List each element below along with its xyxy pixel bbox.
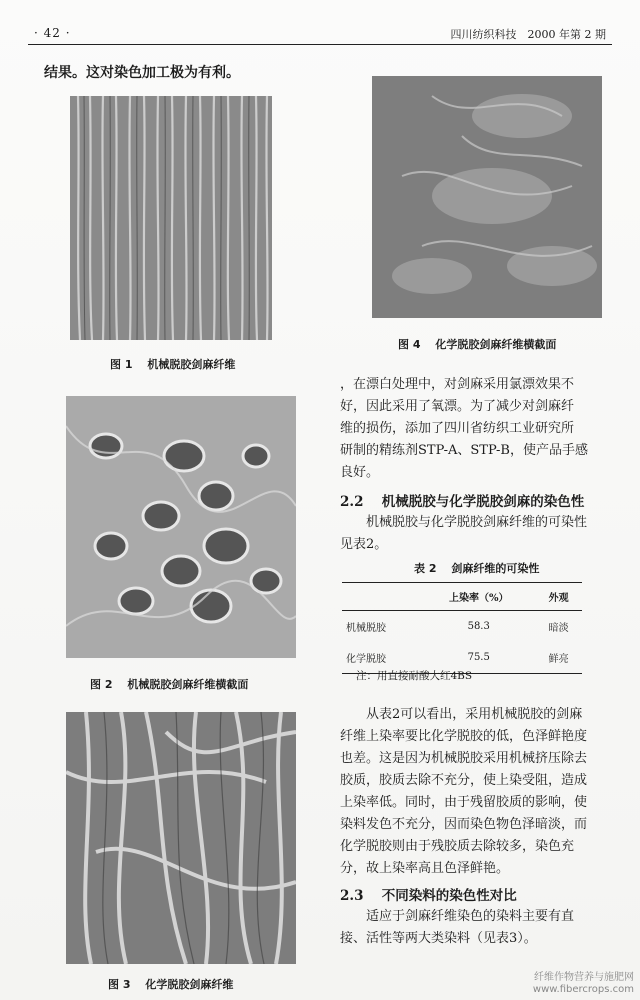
watermark — [533, 972, 634, 996]
figure-3-image — [66, 712, 296, 964]
text-line: 适应于剑麻纤维染色的染料主要有直 — [340, 909, 575, 924]
running-header — [28, 22, 612, 45]
figure-3-label: 图 3 — [108, 978, 131, 991]
text-line: 纤维上染率要比化学脱胶的低，色泽鲜艳度 — [340, 729, 588, 744]
figure-2-image — [66, 396, 296, 658]
text-line: 也差。这是因为机械脱胶采用机械挤压除去 — [340, 751, 588, 766]
text-line: 接、活性等两大类染料（见表3）。 — [340, 931, 537, 946]
figure-2-label: 图 2 — [90, 678, 113, 691]
figure-1-label: 图 1 — [110, 358, 133, 371]
fiber-micrograph-3 — [66, 712, 296, 964]
watermark-line: www.fibercrops.com — [532, 984, 634, 995]
figure-4-caption-text: 化学脱胶剑麻纤维横截面 — [435, 338, 557, 351]
section-title: 不同染料的染色性对比 — [381, 888, 517, 904]
table-2-caption-text: 剑麻纤维的可染性 — [451, 562, 540, 575]
watermark-line: 纤维作物营养与施肥网 — [534, 972, 634, 983]
text-line: 上染率低。同时，由于残留胶质的影响，使 — [340, 795, 588, 810]
paragraph-dye-uptake-analysis — [340, 704, 612, 880]
table-cell: 化学脱胶 — [342, 642, 422, 674]
text-line: 见表2。 — [340, 537, 388, 552]
text-line: 化学脱胶则由于残胶质去除较多，染色充 — [340, 839, 575, 854]
figure-1-caption-text: 机械脱胶剑麻纤维 — [147, 358, 236, 371]
text-line: 分，故上染率高且色泽鲜艳。 — [340, 861, 510, 876]
figure-1-caption — [110, 356, 235, 372]
table-header-cell — [342, 583, 422, 611]
section-heading-2-3 — [340, 884, 517, 904]
table-2 — [342, 582, 582, 674]
fiber-micrograph-4 — [372, 76, 602, 318]
figure-2-caption — [90, 676, 248, 692]
table-cell: 75.5 — [422, 642, 535, 674]
text-line: 维的损伤，添加了四川省纺织工业研究所 — [340, 421, 575, 436]
fiber-micrograph-2 — [66, 396, 296, 658]
section-number: 2.3 — [340, 888, 364, 904]
text-line: 好，因此采用了氧漂。为了减少对剑麻纤 — [340, 399, 575, 414]
paragraph-bleaching — [340, 374, 612, 484]
table-2-caption — [414, 560, 539, 576]
table-2-label: 表 2 — [414, 562, 437, 575]
figure-3-caption — [108, 976, 233, 992]
table-cell: 暗淡 — [548, 623, 569, 634]
text-line: 从表2可以看出，采用机械脱胶的剑麻 — [340, 707, 583, 722]
text-line: 染料发色不充分，因而染色物色泽暗淡，而 — [340, 817, 588, 832]
page-number: · 42 · — [34, 26, 71, 40]
lead-text: 结果。这对染色加工极为有利。 — [44, 65, 240, 81]
table-2-note: 注：用直接耐酸大红4BS — [356, 670, 473, 682]
table-cell: 鲜亮 — [535, 642, 582, 674]
fiber-micrograph-1 — [70, 96, 272, 340]
text-line: 研制的精练剂STP-A、STP-B，使产品手感 — [340, 443, 588, 458]
figure-4-label: 图 4 — [398, 338, 421, 351]
section-title: 机械脱胶与化学脱胶剑麻的染色性 — [381, 494, 585, 510]
journal-name: 四川纺织科技 2000 年第 2 期 — [450, 28, 606, 41]
figure-2-caption-text: 机械脱胶剑麻纤维横截面 — [127, 678, 249, 691]
figure-1-image — [70, 96, 272, 340]
section-number: 2.2 — [340, 494, 364, 510]
paragraph-dye-types — [340, 906, 612, 950]
table-row — [342, 611, 582, 643]
text-line: ，在漂白处理中，对剑麻采用氯漂效果不 — [340, 377, 575, 392]
figure-4-caption — [398, 336, 556, 352]
figure-3-caption-text: 化学脱胶剑麻纤维 — [145, 978, 234, 991]
table-cell: 机械脱胶 — [346, 623, 386, 634]
table-header-cell: 上染率（%） — [422, 583, 535, 611]
text-line: 机械脱胶与化学脱胶剑麻纤维的可染性 — [340, 515, 588, 530]
table-header-cell: 外观 — [535, 583, 582, 611]
section-heading-2-2 — [340, 490, 584, 510]
table-header-row — [342, 583, 582, 611]
text-line: 良好。 — [340, 465, 380, 480]
table-cell: 58.3 — [467, 621, 490, 632]
text-line: 胶质，胶质去除不充分，使上染受阻，造成 — [340, 773, 588, 788]
paragraph-dyeability-intro — [340, 512, 612, 556]
figure-4-image — [372, 76, 602, 318]
